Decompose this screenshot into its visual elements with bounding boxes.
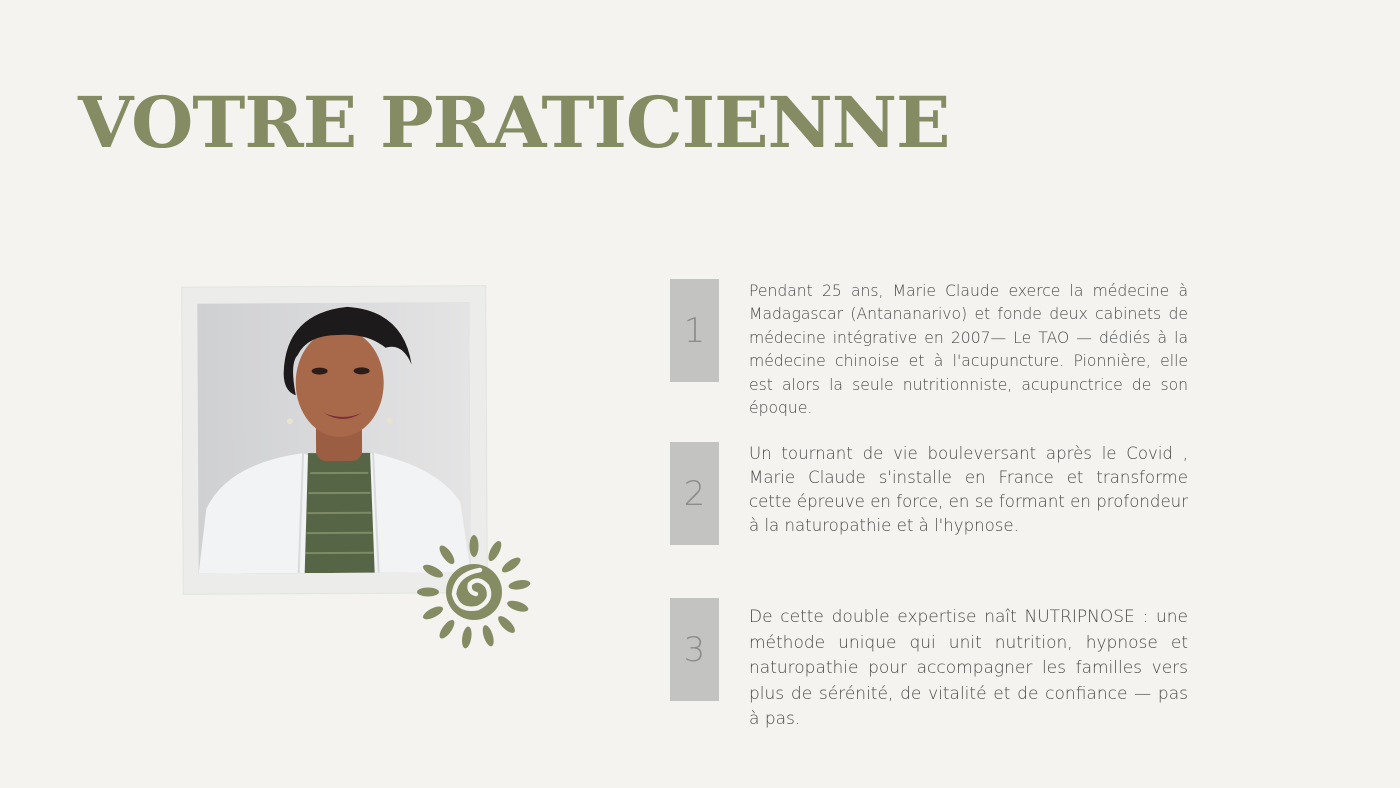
step-number-2: 2 <box>670 442 719 545</box>
sun-spiral-icon <box>414 532 534 652</box>
step-text-1: Pendant 25 ans, Marie Claude exerce la médecine à Madagascar (Antananarivo) et fonde deux cabinets de médecine intégrative en 2007— Le TAO — dédiés à la médecine chinoise et à l'acupuncture. Pionnière, elle est alors la seule nutritionniste, acupunctrice de son époque. <box>749 282 1188 418</box>
step-text-2: Un tournant de vie bouleversant après le Covid , Marie Claude s'installe en France et transforme cette épreuve en force, en se formant en profondeur à la naturopathie et à l'hypnose. <box>749 444 1188 535</box>
page-title: VOTRE PRATICIENNE <box>78 81 950 164</box>
step-number-1: 1 <box>670 279 719 382</box>
step-number-3: 3 <box>670 598 719 701</box>
step-text-3: De cette double expertise naît NUTRIPNOSE : une méthode unique qui unit nutrition, hypnose et naturopathie pour accompagner les familles vers plus de sérénité, de vitalité et de confiance — pas à pas. <box>749 607 1188 730</box>
